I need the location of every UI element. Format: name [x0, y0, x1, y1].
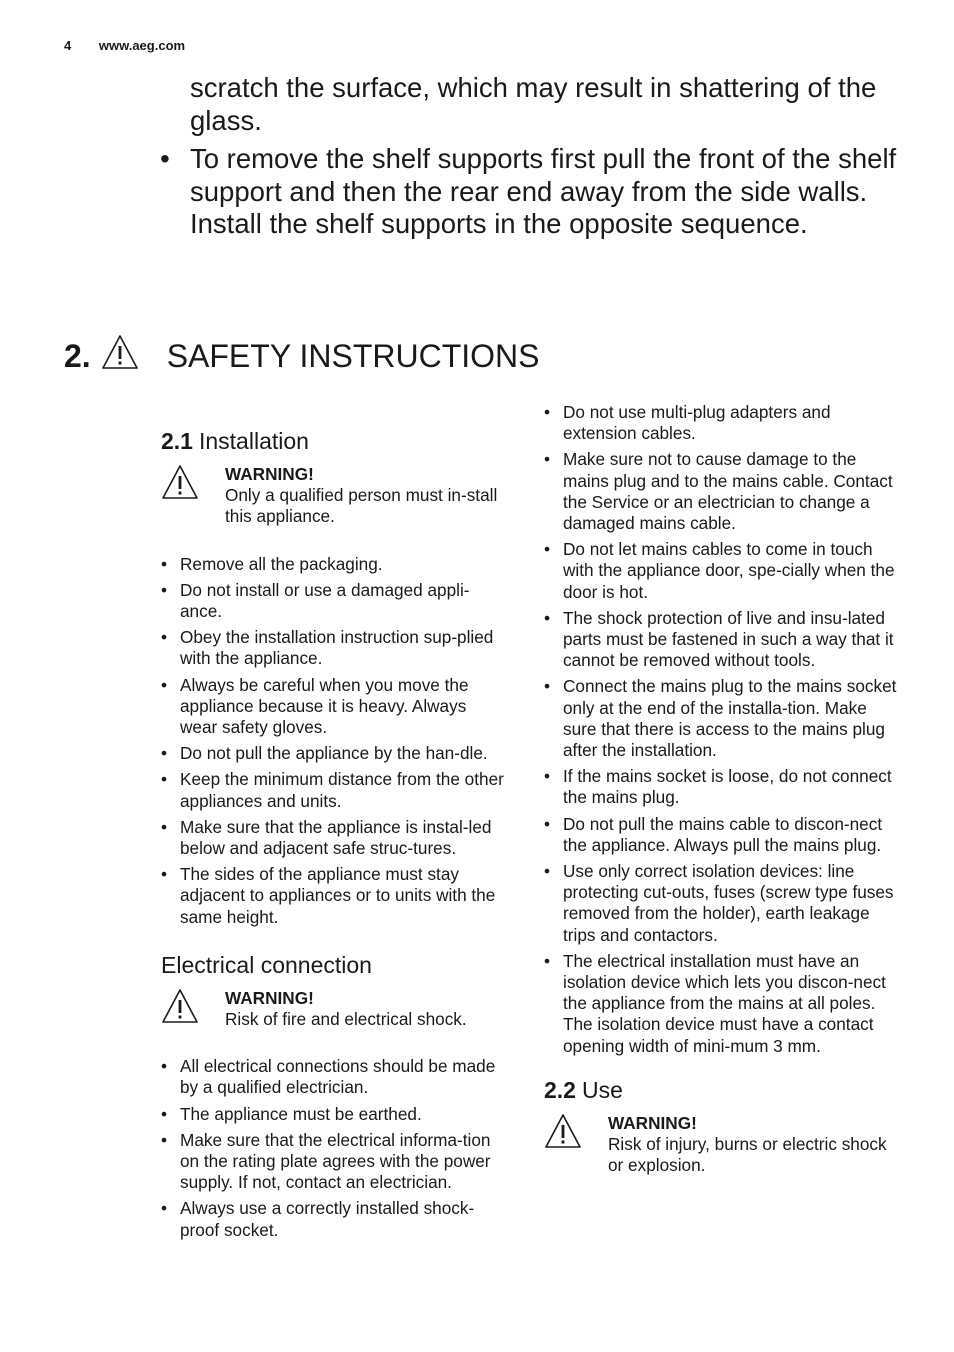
use-heading: 2.2 Use [544, 1076, 623, 1103]
electrical-heading: Electrical connection [161, 951, 372, 978]
use-warning [544, 1113, 900, 1177]
installation-list [161, 554, 507, 928]
list-item: • Make sure that the appliance is instal-led below and adjacent safe struc-tures. [161, 817, 507, 859]
page-number: 4 [64, 38, 72, 53]
page-header [64, 38, 185, 53]
electrical-list-continued [544, 402, 900, 1057]
section-title: SAFETY INSTRUCTIONS [166, 338, 540, 374]
warning-label: WARNING! [608, 1112, 697, 1133]
list-item: • All electrical connections should be made by a qualified electrician. [161, 1056, 507, 1098]
list-item: • Obey the installation instruction sup-plied with the appliance. [161, 627, 507, 669]
electrical-warning [161, 988, 507, 1030]
list-item: • Do not pull the appliance by the han-dle. [161, 743, 507, 764]
list-item: • Use only correct isolation devices: line protecting cut-outs, fuses (screw type fuses removed from the holder), earth leakage trips and contactors. [544, 861, 900, 946]
installation-heading: 2.1 Installation [161, 428, 309, 454]
list-item: • Connect the mains plug to the mains socket only at the end of the installa-tion. Make sure that there is access to the mains plug after the installation. [544, 676, 900, 761]
list-item: • Do not pull the mains cable to discon-nect the appliance. Always pull the mains plug. [544, 814, 900, 856]
right-column [544, 402, 900, 1203]
list-item: • Do not use multi-plug adapters and extension cables. [544, 402, 900, 444]
list-item: • The appliance must be earthed. [161, 1104, 507, 1125]
installation-warning [161, 464, 507, 528]
left-column [161, 426, 507, 1246]
list-item: • Make sure not to cause damage to the mains plug and to the mains cable. Contact the Service or an electrician to change a damaged mains cable. [544, 449, 900, 534]
list-item: • Do not let mains cables to come in touch with the appliance door, spe-cially when the door is hot. [544, 539, 900, 603]
electrical-list [161, 1056, 507, 1241]
list-item: • Always use a correctly installed shock-proof socket. [161, 1198, 507, 1240]
list-item: • The electrical installation must have an isolation device which lets you discon-nect the appliance from the mains at all poles. The isolation device must have a contact opening width of mini-mum 3 mm. [544, 951, 900, 1057]
list-item: • Make sure that the electrical informa-tion on the rating plate agrees with the power supply. If not, contact an electrician. [161, 1130, 507, 1194]
list-item: • Keep the minimum distance from the other appliances and units. [161, 769, 507, 811]
warning-triangle-icon [161, 464, 225, 528]
warning-text: Risk of fire and electrical shock. [225, 1009, 467, 1030]
list-item: • Remove all the packaging. [161, 554, 507, 575]
list-item: • Do not install or use a damaged appli-ance. [161, 580, 507, 622]
section-heading [64, 334, 539, 378]
warning-triangle-icon [161, 988, 225, 1030]
list-item: • The shock protection of live and insu-lated parts must be fastened in such a way that it cannot be removed without tools. [544, 608, 900, 672]
warning-triangle-icon [544, 1113, 608, 1177]
list-item: • The sides of the appliance must stay adjacent to appliances or to units with the same height. [161, 864, 507, 928]
warning-triangle-icon [101, 334, 139, 378]
list-item: • Always be careful when you move the appliance because it is heavy. Always wear safety gloves. [161, 675, 507, 739]
section-number: 2. [64, 338, 91, 374]
list-item: • If the mains socket is loose, do not connect the mains plug. [544, 766, 900, 808]
intro-bullet: • To remove the shelf supports first pull the front of the shelf support and then the rear end away from the side walls. Install the shelf supports in the opposite sequence. [160, 143, 900, 241]
warning-text: Only a qualified person must in-stall this appliance. [225, 485, 498, 527]
intro-continuation [160, 72, 900, 241]
site-url[interactable]: www.aeg.com [98, 38, 186, 53]
warning-label: WARNING! [225, 987, 314, 1008]
warning-label: WARNING! [225, 464, 314, 484]
intro-paragraph: scratch the surface, which may result in shattering of the glass. [190, 72, 877, 136]
warning-text: Risk of injury, burns or electric shock or explosion. [608, 1134, 887, 1176]
